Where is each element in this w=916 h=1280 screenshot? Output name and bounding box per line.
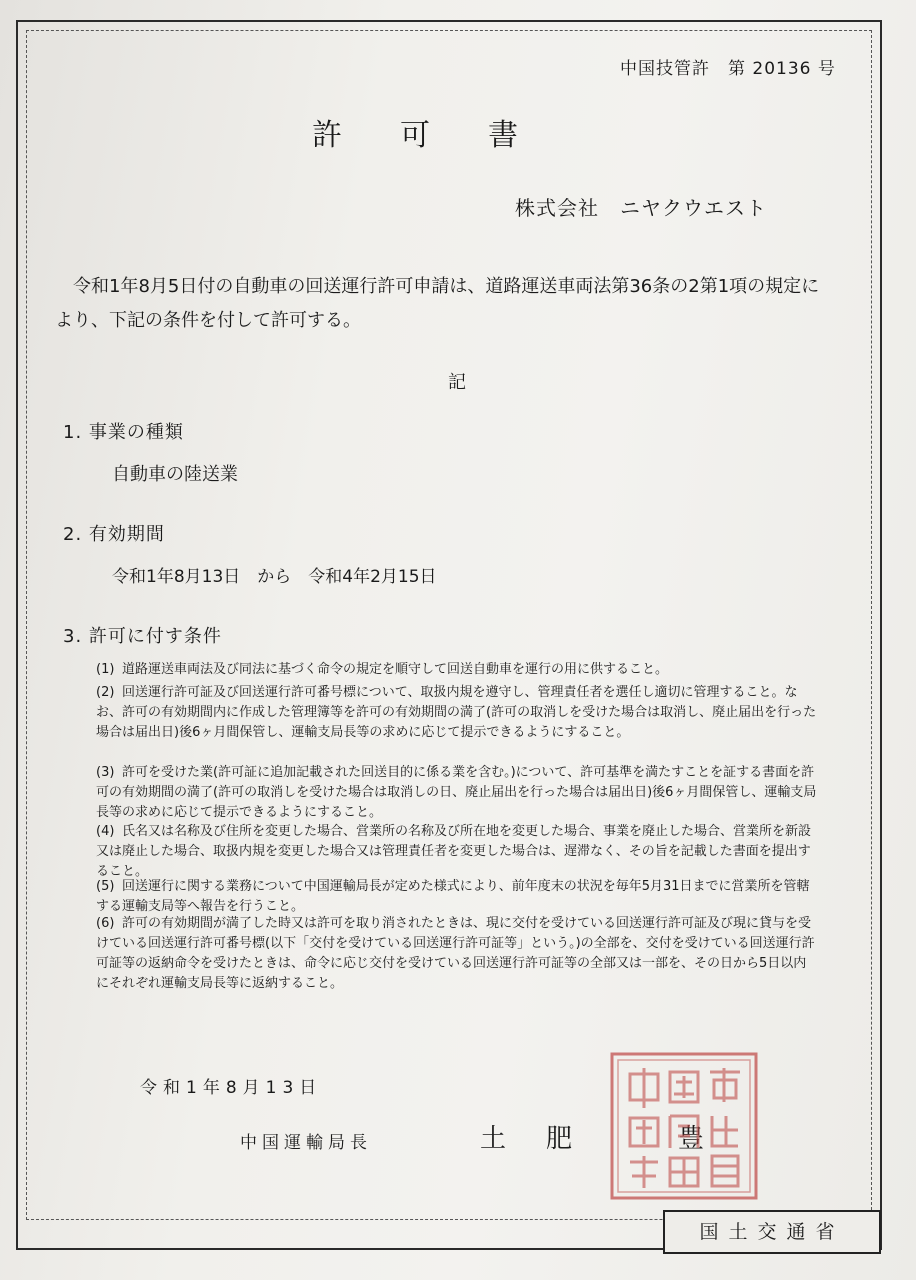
condition-item (96, 763, 818, 823)
issuer-title: 中国運輸局長 (240, 1133, 372, 1153)
condition-text: 許可を受けた業(許可証に追加記載された回送目的に係る業を含む。)について、許可基準を満たすことを証する書面を許可の有効期間の満了(許可の取消しを受けた場合は取消しの日、廃止届出を行った場合は届出日)後6ヶ月間保管し、運輸支局長等の求めに応じて提示できるようにすること。 (96, 765, 817, 820)
condition-item (96, 660, 818, 680)
company-name: 株式会社 ニヤクウエスト (515, 196, 767, 220)
condition-item (96, 683, 818, 743)
condition-number: (6) (96, 916, 115, 931)
section1-value: 自動車の陸送業 (112, 464, 238, 485)
ki-heading: 記 (448, 372, 466, 393)
issue-date: 令和1年8月13日 (140, 1078, 323, 1098)
intro-text: 令和1年8月5日付の自動車の回送運行許可申請は、道路運送車両法第36条の2第1項の規定により、下記の条件を付して許可する。 (55, 276, 820, 331)
official-seal (608, 1050, 760, 1202)
condition-item (96, 914, 818, 994)
issuer-name: 土肥 豊 (480, 1124, 745, 1154)
intro-paragraph (55, 270, 835, 338)
ministry-box: 国土交通省 (663, 1210, 881, 1254)
condition-number: (3) (96, 765, 115, 780)
section3-heading: 3. 許可に付す条件 (63, 626, 222, 647)
condition-text: 許可の有効期間が満了した時又は許可を取り消されたときは、現に交付を受けている回送運行許可証及び現に貸与を受けている回送運行許可番号標(以下「交付を受けている回送運行許可証等」という。)の全部を、交付を受けている回送運行許可証等の返納命令を受けたときは、命令に応じ交付を受けている回送運行許可証等の全部又は一部を、その日から5日以内にそれぞれ運輸支局長等に返納すること。 (96, 916, 815, 991)
section2-value: 令和1年8月13日 から 令和4年2月15日 (112, 567, 437, 587)
condition-item (96, 877, 818, 917)
condition-item (96, 822, 818, 882)
condition-text: 回送運行に関する業務について中国運輸局長が定めた様式により、前年度末の状況を毎年5月31日までに営業所を管轄する運輸支局等へ報告を行うこと。 (96, 879, 810, 914)
section2-heading: 2. 有効期間 (63, 524, 165, 545)
condition-number: (5) (96, 879, 115, 894)
condition-text: 道路運送車両法及び同法に基づく命令の規定を順守して回送自動車を運行の用に供すること。 (122, 662, 669, 677)
condition-text: 氏名又は名称及び住所を変更した場合、営業所の名称及び所在地を変更した場合、事業を廃止した場合、営業所を新設又は廃止した場合、取扱内規を変更した場合又は管理責任者を変更した場合は、遅滞なく、その旨を記載した書面を提出すること。 (96, 824, 812, 879)
condition-number: (2) (96, 685, 115, 700)
document-title: 許可書 (312, 118, 576, 153)
permit-number: 中国技管許 第 20136 号 (620, 59, 836, 79)
condition-text: 回送運行許可証及び回送運行許可番号標について、取扱内規を遵守し、管理責任者を選任し適切に管理すること。なお、許可の有効期間内に作成した管理簿等を許可の有効期間の満了(許可の取消しを受けた場合は取消し、廃止届出を行った場合は届出日)後6ヶ月間保管し、運輸支局長等の求めに応じて提示できるようにすること。 (96, 685, 817, 740)
condition-number: (4) (96, 824, 115, 839)
section1-heading: 1. 事業の種類 (63, 422, 184, 443)
condition-number: (1) (96, 662, 115, 677)
